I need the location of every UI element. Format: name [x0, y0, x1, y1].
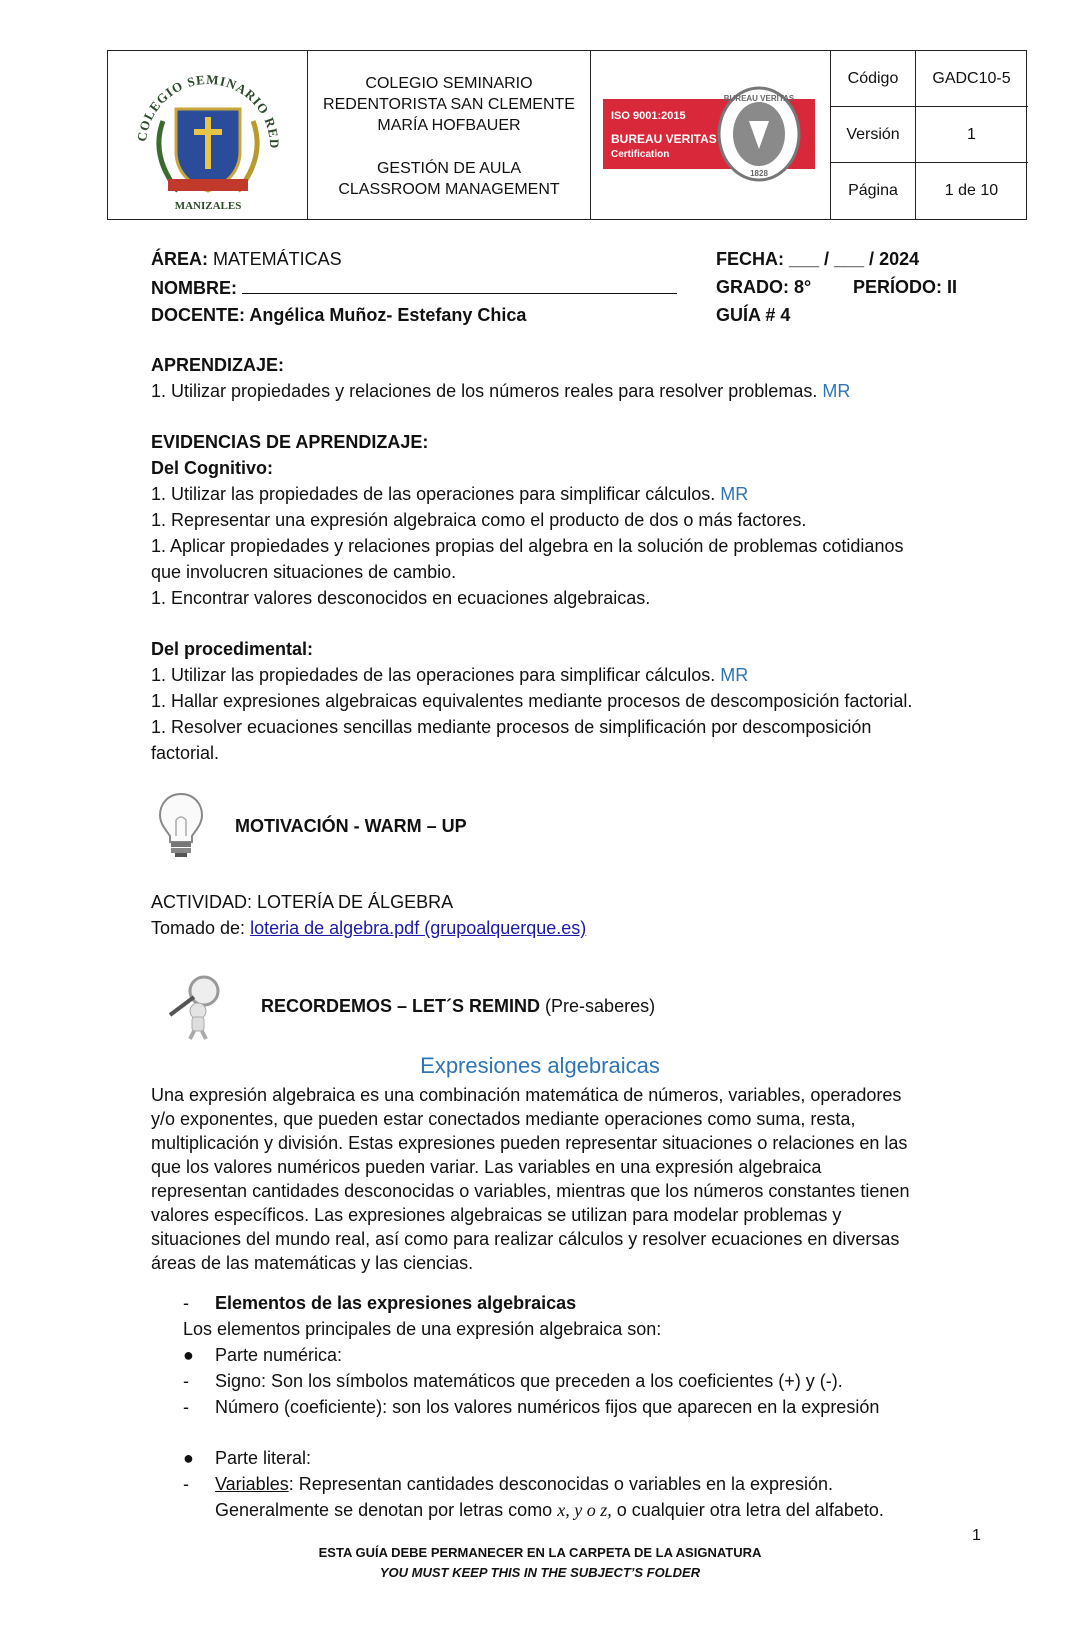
cognitivo-item — [151, 482, 748, 506]
numero-line: Número (coeficiente): son los valores numéricos fijos que aparecen en la expresión — [215, 1397, 880, 1417]
school-name-line: MARÍA HOFBAUER — [377, 117, 521, 134]
meta-value: 1 de 10 — [944, 182, 999, 199]
procedimental-item — [151, 663, 748, 687]
parte-numerica: Parte numérica: — [215, 1345, 343, 1365]
paragraph-line: y/o exponentes, que pueden estar conectados mediante operaciones como suma, resta, — [151, 1109, 856, 1129]
svg-text:Certification: Certification — [611, 149, 670, 160]
cognitivo-item: 1. Aplicar propiedades y relaciones propias del algebra en la solución de problemas cotidianos — [151, 536, 904, 556]
paragraph-line: multiplicación y división. Estas expresiones pueden representar situaciones o relaciones en las — [151, 1133, 908, 1153]
dash-bullet: - — [183, 1371, 189, 1391]
svg-text:1828: 1828 — [750, 169, 768, 178]
nombre-blank[interactable] — [242, 275, 677, 294]
dot-bullet: ● — [183, 1448, 194, 1468]
dash-bullet: - — [183, 1474, 189, 1494]
area-line — [151, 247, 342, 271]
paragraph-line: que los valores numéricos pueden variar. Las variables en una expresión algebraica — [151, 1157, 822, 1177]
procedimental-text: 1. Utilizar las propiedades de las operaciones para simplificar cálculos. — [151, 665, 716, 685]
bureau-veritas-logo — [591, 51, 831, 221]
grado-line: GRADO: 8° — [716, 277, 812, 297]
management-line: CLASSROOM MANAGEMENT — [338, 181, 560, 198]
variables-text-a: Generalmente se denotan por letras como — [215, 1500, 553, 1520]
evidencias-title: EVIDENCIAS DE APRENDIZAJE: — [151, 432, 429, 452]
elementos-title: Elementos de las expresiones algebraicas — [215, 1293, 577, 1313]
recordemos-title: RECORDEMOS – LET´S REMIND — [261, 996, 541, 1016]
school-crest-logo — [108, 51, 308, 221]
periodo-line: PERÍODO: II — [853, 277, 958, 297]
guia-line: GUÍA # 4 — [716, 305, 791, 325]
mr-tag: MR — [720, 665, 749, 685]
dot-bullet: ● — [183, 1345, 194, 1365]
tomado-label: Tomado de: — [151, 918, 246, 938]
section-heading: Expresiones algebraicas — [420, 1053, 660, 1078]
variables-text-b: o cualquier otra letra del alfabeto. — [616, 1500, 884, 1520]
cognitivo-item: que involucren situaciones de cambio. — [151, 562, 457, 582]
variables-text: : Representan cantidades desconocidas o variables en la expresión. — [288, 1474, 834, 1494]
meta-key: Código — [831, 51, 916, 106]
recordemos-suffix: (Pre-saberes) — [545, 996, 656, 1016]
nombre-line — [151, 275, 677, 300]
footer-line-2: YOU MUST KEEP THIS IN THE SUBJECT’S FOLDER — [379, 1565, 701, 1580]
header-table — [107, 50, 1027, 220]
docente-line: DOCENTE: Angélica Muñoz- Estefany Chica — [151, 305, 527, 325]
dash-bullet: - — [183, 1293, 189, 1313]
aprendizaje-item — [151, 379, 850, 403]
svg-text:COLEGIO SEMINARIO REDENTORISTA: COLEGIO SEMINARIO RED — [134, 71, 283, 150]
cognitivo-text: 1. Utilizar las propiedades de las operaciones para simplificar cálculos. — [151, 484, 716, 504]
meta-value: 1 — [967, 125, 976, 143]
fecha-line: FECHA: ___ / ___ / 2024 — [716, 249, 920, 269]
svg-text:BUREAU VERITAS: BUREAU VERITAS — [723, 94, 795, 103]
school-title-cell — [308, 51, 591, 219]
procedimental-item: 1. Hallar expresiones algebraicas equivalentes mediante procesos de descomposición factorial. — [151, 691, 913, 711]
svg-text:BUREAU VERITAS: BUREAU VERITAS — [611, 132, 717, 146]
paragraph-line: situaciones del mundo real, así como para realizar cálculos y resolver ecuaciones en diversas — [151, 1229, 900, 1249]
cognitivo-item: 1. Encontrar valores desconocidos en ecuaciones algebraicas. — [151, 588, 651, 608]
school-logo-cell — [108, 51, 308, 219]
procedimental-title: Del procedimental: — [151, 639, 314, 659]
paragraph-line: valores específicos. Las expresiones algebraicas se utilizan para modelar problemas y — [151, 1205, 842, 1225]
variables-label: Variables — [215, 1474, 289, 1494]
meta-row-version — [831, 107, 1028, 163]
actividad-line: ACTIVIDAD: LOTERÍA DE ÁLGEBRA — [151, 892, 454, 912]
variables-line-2 — [215, 1498, 884, 1522]
cognitivo-item: 1. Representar una expresión algebraica como el producto de dos o más factores. — [151, 510, 807, 530]
page-number: 1 — [972, 1527, 981, 1544]
variables-line — [215, 1472, 833, 1496]
source-link[interactable]: loteria de algebra.pdf (grupoalquerque.es) — [250, 918, 587, 938]
mr-tag: MR — [822, 381, 851, 401]
light-bulb-icon — [156, 790, 206, 860]
paragraph-line: Una expresión algebraica es una combinación matemática de números, variables, operadores — [151, 1085, 902, 1105]
paragraph-line: áreas de las matemáticas y las ciencias. — [151, 1253, 474, 1273]
recordemos-line — [261, 994, 655, 1018]
area-label: ÁREA: — [151, 249, 208, 269]
cognitivo-title: Del Cognitivo: — [151, 458, 273, 478]
parte-literal: Parte literal: — [215, 1448, 312, 1468]
document-meta-cell — [831, 51, 1028, 219]
aprendizaje-text: 1. Utilizar propiedades y relaciones de los números reales para resolver problemas. — [151, 381, 818, 401]
tomado-line — [151, 916, 586, 940]
variables-math: x, y o z, — [557, 1500, 612, 1520]
nombre-label: NOMBRE: — [151, 278, 237, 298]
svg-text:ISO 9001:2015: ISO 9001:2015 — [611, 110, 686, 122]
meta-row-pagina — [831, 163, 1028, 219]
meta-value: GADC10-5 — [932, 69, 1011, 87]
svg-text:MANIZALES: MANIZALES — [174, 200, 242, 212]
elementos-intro: Los elementos principales de una expresión algebraica son: — [183, 1319, 662, 1339]
certification-cell — [591, 51, 831, 219]
meta-key: Versión — [831, 107, 916, 162]
mr-tag: MR — [720, 484, 749, 504]
school-name-line: COLEGIO SEMINARIO — [365, 75, 533, 92]
meta-row-codigo — [831, 51, 1028, 107]
school-name-line: REDENTORISTA SAN CLEMENTE — [323, 96, 575, 113]
management-line: GESTIÓN DE AULA — [376, 160, 522, 177]
signo-line: Signo: Son los símbolos matemáticos que preceden a los coeficientes (+) y (-). — [215, 1371, 843, 1391]
paragraph-line: representan cantidades desconocidas o variables, mientras que los números constantes tienen — [151, 1181, 910, 1201]
procedimental-item: factorial. — [151, 743, 220, 763]
footer-line-1: ESTA GUÍA DEBE PERMANECER EN LA CARPETA DE LA ASIGNATURA — [318, 1545, 762, 1560]
meta-key: Página — [831, 163, 916, 219]
procedimental-item: 1. Resolver ecuaciones sencillas mediante procesos de simplificación por descomposición — [151, 717, 872, 737]
magnifier-figure-icon — [164, 975, 228, 1041]
dash-bullet: - — [183, 1397, 189, 1417]
aprendizaje-title: APRENDIZAJE: — [151, 355, 285, 375]
motivacion-title: MOTIVACIÓN - WARM – UP — [235, 816, 467, 836]
area-value: MATEMÁTICAS — [213, 249, 342, 269]
